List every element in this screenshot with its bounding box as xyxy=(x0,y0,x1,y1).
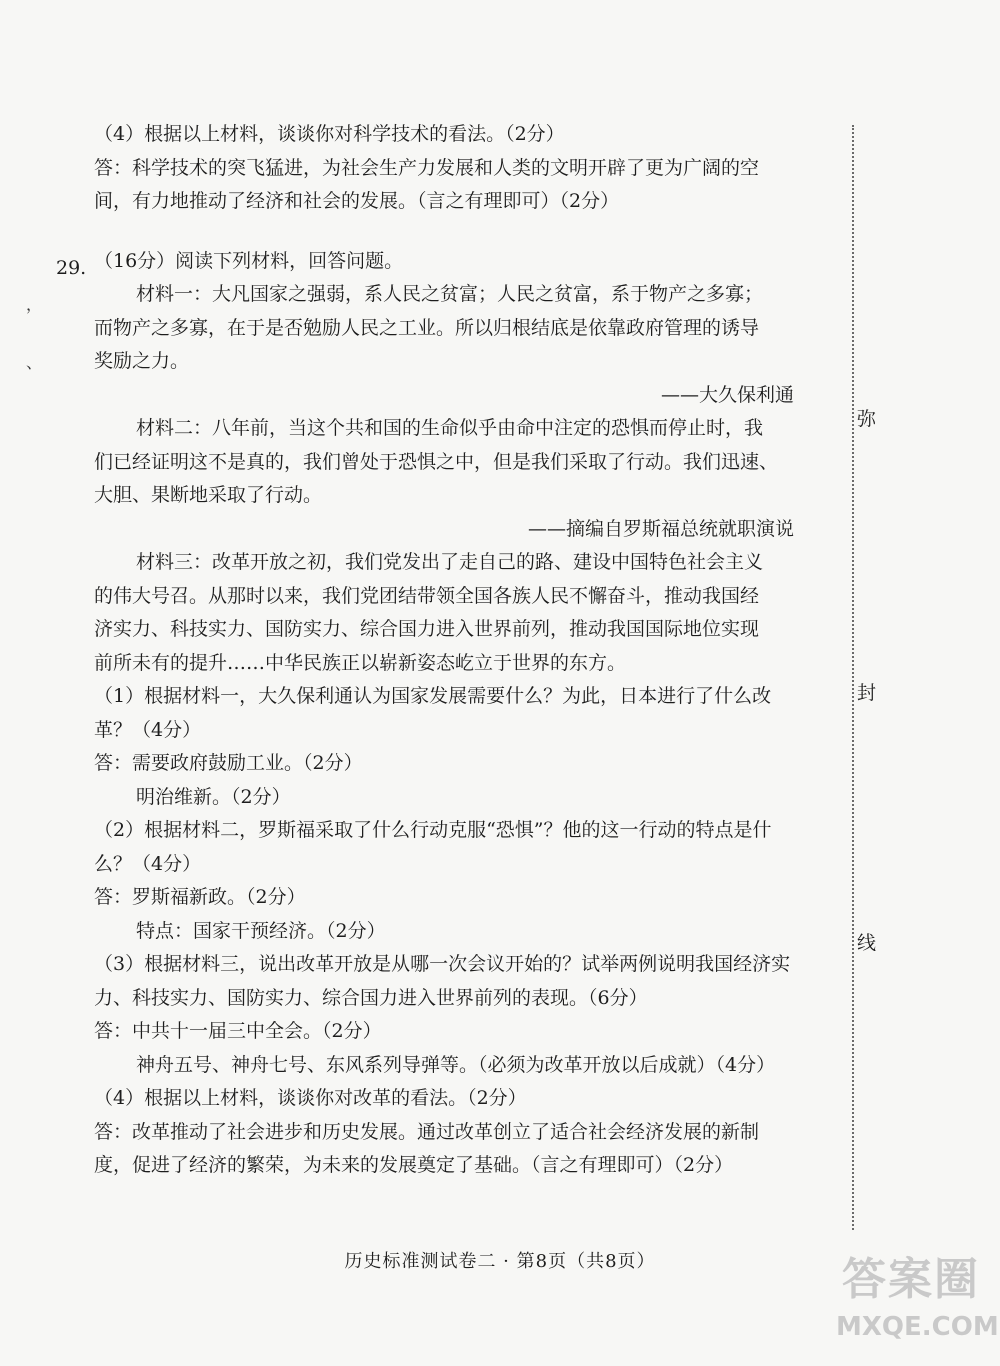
material-3-line-4: 前所未有的提升……中华民族正以崭新姿态屹立于世界的东方。 xyxy=(94,651,627,674)
margin-mark-2: 、 xyxy=(26,353,43,372)
prev-answer-4-line-2: 间，有力地推动了经济和社会的发展。（言之有理即可）（2分） xyxy=(94,190,620,212)
sub-question-4: （4）根据以上材料，谈谈你对改革的看法。（2分） xyxy=(94,1087,527,1109)
answer-2-line-2: 特点：国家干预经济。（2分） xyxy=(136,919,386,942)
watermark-url: MXQE.COM xyxy=(836,1312,999,1342)
sub-question-3-line-1: （3）根据材料三，说出改革开放是从哪一次会议开始的？试举两例说明我国经济实 xyxy=(94,953,791,975)
material-1-line-2: 而物产之多寡，在于是否勉励人民之工业。所以归根结底是依靠政府管理的诱导 xyxy=(94,316,760,339)
watermark-text: 答案圈 xyxy=(842,1254,980,1305)
sub-question-2-line-2: 么？（4分） xyxy=(94,852,202,875)
binding-dotted-line xyxy=(852,125,854,1230)
binding-char-feng: 封 xyxy=(857,682,877,704)
answer-4-line-1: 答：改革推动了社会进步和历史发展。通过改革创立了适合社会经济发展的新制 xyxy=(94,1120,760,1143)
question-number: 29. xyxy=(56,257,87,279)
sub-question-3-line-2: 力、科技实力、国防实力、综合国力进入世界前列的表现。（6分） xyxy=(94,986,648,1009)
material-1-source: ——大久保利通 xyxy=(660,383,794,406)
sub-question-1-line-2: 革？（4分） xyxy=(94,718,202,741)
answer-4-line-2: 度，促进了经济的繁荣，为未来的发展奠定了基础。（言之有理即可）（2分） xyxy=(94,1154,734,1176)
watermark-logo xyxy=(836,1250,999,1360)
material-2-line-1: 材料二：八年前，当这个共和国的生命似乎由命中注定的恐惧而停止时，我 xyxy=(136,417,764,439)
answer-1-line-1: 答：需要政府鼓励工业。（2分） xyxy=(94,752,363,774)
material-2-line-2: 们已经证明这不是真的，我们曾处于恐惧之中，但是我们采取了行动。我们迅速、 xyxy=(94,450,779,473)
margin-mark-1: ， xyxy=(26,295,43,314)
material-3-line-2: 的伟大号召。从那时以来，我们党团结带领全国各族人民不懈奋斗，推动我国经 xyxy=(94,584,760,607)
material-2-source: ——摘编自罗斯福总统就职演说 xyxy=(527,517,794,540)
material-1-line-1: 材料一：大凡国家之强弱，系人民之贫富；人民之贫富，系于物产之多寡； xyxy=(136,283,764,305)
sub-question-1-line-1: （1）根据材料一，大久保利通认为国家发展需要什么？为此，日本进行了什么改 xyxy=(94,685,772,707)
binding-char-mi: 弥 xyxy=(857,408,877,430)
material-3-line-3: 济实力、科技实力、国防实力、综合国力进入世界前列，推动我国国际地位实现 xyxy=(94,618,760,640)
answer-3-line-1: 答：中共十一届三中全会。（2分） xyxy=(94,1020,382,1042)
material-1-line-3: 奖励之力。 xyxy=(94,350,190,372)
q29-header: （16分）阅读下列材料，回答问题。 xyxy=(94,249,404,272)
answer-1-line-2: 明治维新。（2分） xyxy=(136,785,291,808)
material-2-line-3: 大胆、果断地采取了行动。 xyxy=(94,484,323,506)
page-footer: 历史标准测试卷二 · 第8页（共8页） xyxy=(344,1251,656,1272)
answer-3-line-2: 神舟五号、神舟七号、东风系列导弹等。（必须为改革开放以后成就）（4分） xyxy=(136,1053,776,1076)
material-3-line-1: 材料三：改革开放之初，我们党发出了走自己的路、建设中国特色社会主义 xyxy=(136,551,764,573)
prev-sub-question-4: （4）根据以上材料，谈谈你对科学技术的看法。（2分） xyxy=(94,123,565,145)
answer-2-line-1: 答：罗斯福新政。（2分） xyxy=(94,886,306,908)
answer-content xyxy=(94,118,794,1183)
sub-question-2-line-1: （2）根据材料二，罗斯福采取了什么行动克服“恐惧”？他的这一行动的特点是什 xyxy=(94,819,772,841)
prev-answer-4-line-1: 答：科学技术的突飞猛进，为社会生产力发展和人类的文明开辟了更为广阔的空 xyxy=(94,156,760,179)
binding-char-xian: 线 xyxy=(857,932,877,954)
